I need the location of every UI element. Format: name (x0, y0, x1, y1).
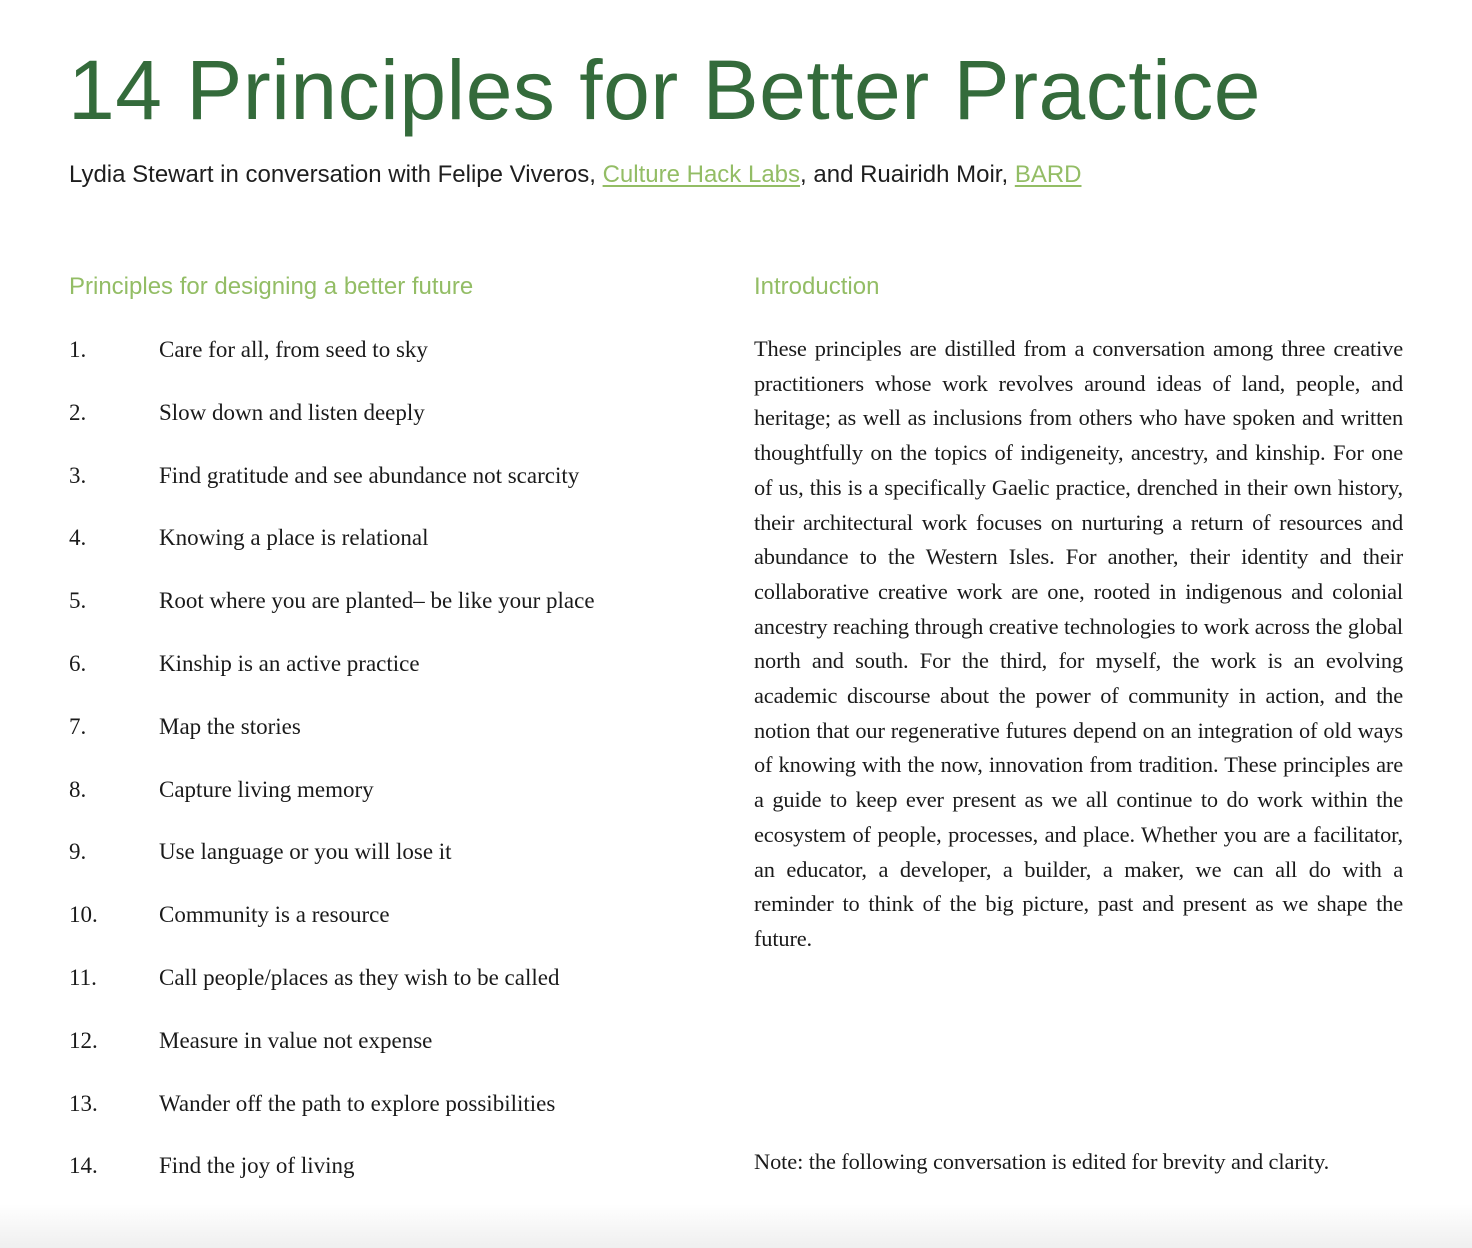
principle-number: 7. (69, 713, 87, 739)
list-item (69, 772, 669, 835)
principle-text: Wander off the path to explore possibilities (159, 1090, 556, 1116)
list-item (69, 709, 669, 772)
list-item (69, 646, 669, 709)
principle-text: Find the joy of living (159, 1153, 355, 1179)
list-item (69, 960, 669, 1023)
principle-number: 3. (69, 462, 87, 488)
list-item (69, 1148, 669, 1211)
list-item (69, 395, 669, 458)
principle-text: Capture living memory (159, 776, 374, 802)
culture-hack-labs-link[interactable]: Culture Hack Labs (602, 161, 801, 188)
principle-number: 6. (69, 650, 87, 676)
principle-text: Find gratitude and see abundance not scarcity (159, 462, 580, 488)
byline-prefix: Lydia Stewart in conversation with Felipe Viveros, (69, 161, 603, 188)
principle-number: 13. (69, 1090, 98, 1116)
list-item (69, 332, 669, 395)
principle-text: Root where you are planted– be like your place (159, 588, 595, 614)
principle-number: 4. (69, 525, 87, 551)
byline (69, 158, 1082, 192)
principle-number: 8. (69, 776, 87, 802)
bard-link[interactable]: BARD (1014, 161, 1082, 188)
list-item (69, 583, 669, 646)
principle-text: Community is a resource (159, 902, 390, 928)
principles-heading: Principles for designing a better future (69, 273, 474, 300)
principle-text: Knowing a place is relational (159, 525, 429, 551)
principle-number: 11. (69, 964, 97, 990)
principle-number: 5. (69, 588, 87, 614)
principle-text: Kinship is an active practice (159, 650, 420, 676)
introduction-heading: Introduction (754, 273, 880, 300)
principle-number: 2. (69, 399, 87, 425)
principle-text: Call people/places as they wish to be called (159, 964, 560, 990)
page-title: 14 Principles for Better Practice (68, 43, 1261, 137)
introduction-body: These principles are distilled from a conversation among three creative practitioners whose work revolves around ideas of land, people, and heritage; as well as inclusions from others who have spoken and written thoughtfully on the topics of indigeneity, ancestry, and kinship. For one of us, this is a specifically Gaelic practice, drenched in their own history, their architectural work focuses on nurturing a return of resources and abundance to the Western Isles. For another, their identity and their collaborative creative work are one, rooted in indigenous and colonial ancestry reaching through creative technologies to work across the global north and south. For the third, for myself, the work is an evolving academic discourse about the power of community in action, and the notion that our regenerative futures depend on an integration of old ways of knowing with the now, innovation from tradition. These principles are a guide to keep ever present as we all continue to do work within the ecosystem of people, processes, and place. Whether you are a facilitator, an educator, a developer, a builder, a maker, we can all do with a reminder to think of the big picture, past and present as we shape the future. (754, 336, 1403, 951)
principle-number: 1. (69, 337, 87, 362)
list-item (69, 1086, 669, 1149)
page-bottom-shadow (0, 1204, 1472, 1248)
list-item (69, 520, 669, 583)
principle-text: Measure in value not expense (159, 1027, 433, 1053)
principle-text: Map the stories (159, 713, 301, 739)
byline-middle: , and Ruairidh Moir, (800, 161, 1015, 188)
principle-text: Use language or you will lose it (159, 839, 452, 865)
principles-list (69, 332, 669, 1211)
principle-number: 12. (69, 1027, 98, 1053)
principle-text: Care for all, from seed to sky (159, 337, 428, 362)
list-item (69, 458, 669, 521)
principle-number: 14. (69, 1153, 98, 1179)
list-item (69, 1023, 669, 1086)
editorial-note: Note: the following conversation is edited for brevity and clarity. (754, 1149, 1330, 1174)
principle-number: 9. (69, 839, 87, 865)
principle-number: 10. (69, 902, 98, 928)
list-item (69, 897, 669, 960)
principle-text: Slow down and listen deeply (159, 399, 425, 425)
list-item (69, 834, 669, 897)
